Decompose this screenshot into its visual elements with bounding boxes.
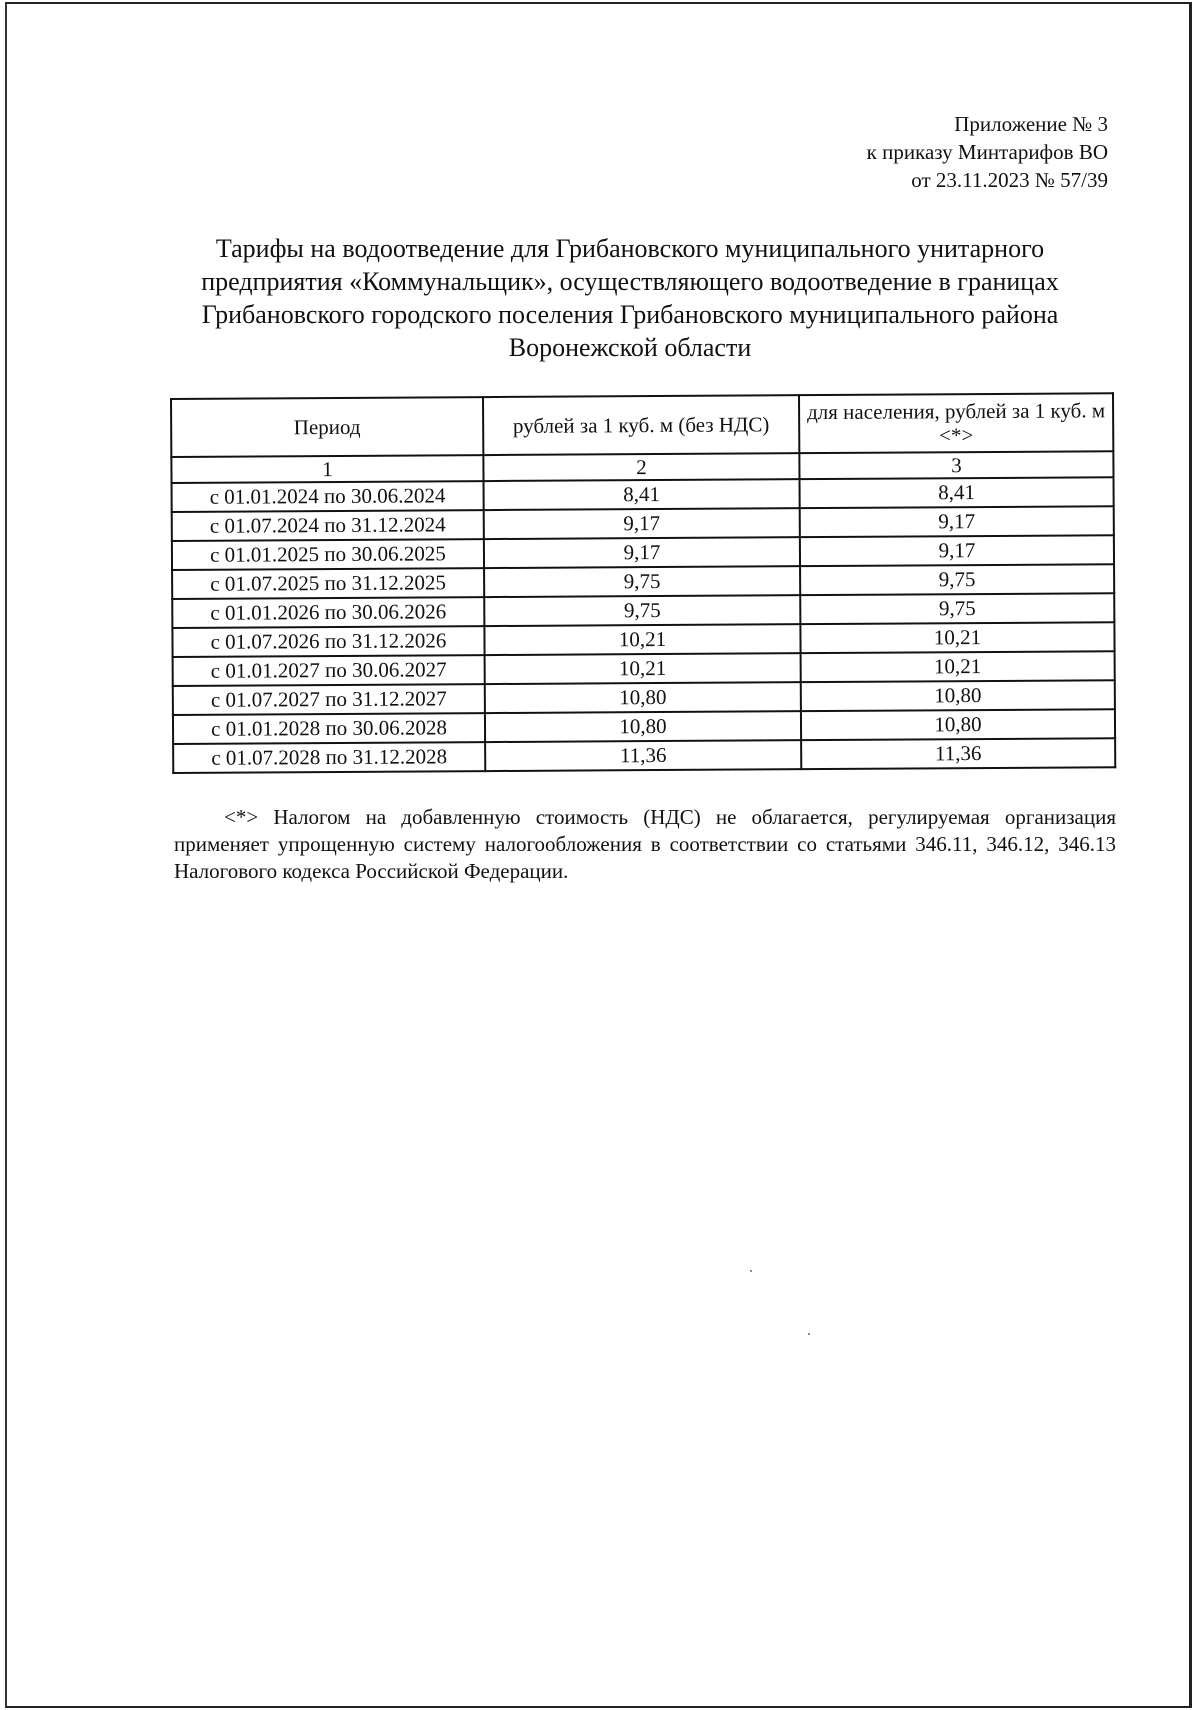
- rate-cell: 10,80: [485, 711, 801, 742]
- population-rate-cell: 10,80: [801, 680, 1115, 711]
- rate-cell: 9,17: [484, 537, 800, 568]
- table-header-row: [171, 393, 1113, 457]
- population-rate-cell: 8,41: [799, 477, 1113, 508]
- scan-speck: [750, 1270, 752, 1272]
- period-cell: с 01.07.2027 по 31.12.2027: [173, 684, 485, 715]
- period-cell: с 01.01.2025 по 30.06.2025: [172, 539, 484, 570]
- period-cell: с 01.01.2026 по 30.06.2026: [172, 597, 484, 628]
- rate-cell: 8,41: [483, 479, 799, 510]
- rate-cell: 11,36: [485, 740, 801, 771]
- population-rate-cell: 11,36: [801, 738, 1115, 769]
- footnote: [174, 804, 1116, 885]
- table-row: [173, 738, 1115, 773]
- header-period: Период: [171, 397, 483, 457]
- period-cell: с 01.07.2025 по 31.12.2025: [172, 568, 484, 599]
- order-date-number: от 23.11.2023 № 57/39: [911, 168, 1108, 192]
- title-line-1: Тарифы на водоотведение для Грибановского муниципального унитарного: [215, 234, 1045, 263]
- appendix-number: Приложение № 3: [954, 112, 1108, 136]
- period-cell: с 01.07.2026 по 31.12.2026: [172, 626, 484, 657]
- population-rate-cell: 10,80: [801, 709, 1115, 740]
- rate-cell: 9,17: [484, 508, 800, 539]
- population-rate-cell: 9,75: [800, 593, 1114, 624]
- title-line-3: Грибановского городского поселения Грибановского муниципального района: [201, 300, 1059, 329]
- title-line-2: предприятия «Коммунальщик», осуществляющего водоотведение в границах: [201, 267, 1059, 296]
- rate-cell: 10,80: [485, 682, 801, 713]
- rate-cell: 9,75: [484, 595, 800, 626]
- header-population-rate: для населения, рублей за 1 куб. м <*>: [799, 393, 1113, 453]
- period-cell: с 01.07.2024 по 31.12.2024: [172, 510, 484, 541]
- rate-cell: 10,21: [485, 653, 801, 684]
- population-rate-cell: 9,17: [800, 535, 1114, 566]
- column-number: 3: [799, 451, 1113, 479]
- scan-speck: [808, 1333, 810, 1335]
- order-reference: к приказу Минтарифов ВО: [866, 140, 1108, 164]
- column-number: 2: [483, 453, 799, 481]
- population-rate-cell: 9,17: [800, 506, 1114, 537]
- footnote-text: <*> Налогом на добавленную стоимость (НДС) не облагается, регулируемая организация применяет упрощенную систему налогообложения в соответствии со статьями 346.11, 346.12, 346.13 Налогового кодекса Российской Федерации.: [174, 805, 1116, 883]
- rate-cell: 10,21: [484, 624, 800, 655]
- population-rate-cell: 9,75: [800, 564, 1114, 595]
- rate-cell: 9,75: [484, 566, 800, 597]
- population-rate-cell: 10,21: [800, 622, 1114, 653]
- title-line-4: Воронежской области: [508, 333, 752, 362]
- population-rate-cell: 10,21: [801, 651, 1115, 682]
- period-cell: с 01.01.2024 по 30.06.2024: [172, 481, 484, 512]
- column-number: 1: [171, 455, 483, 483]
- period-cell: с 01.01.2027 по 30.06.2027: [173, 655, 485, 686]
- tariffs-table: [170, 392, 1116, 774]
- period-cell: с 01.07.2028 по 31.12.2028: [173, 742, 485, 773]
- document-title: [150, 232, 1110, 364]
- appendix-header: [867, 110, 1108, 194]
- period-cell: с 01.01.2028 по 30.06.2028: [173, 713, 485, 744]
- header-rate: рублей за 1 куб. м (без НДС): [483, 395, 799, 455]
